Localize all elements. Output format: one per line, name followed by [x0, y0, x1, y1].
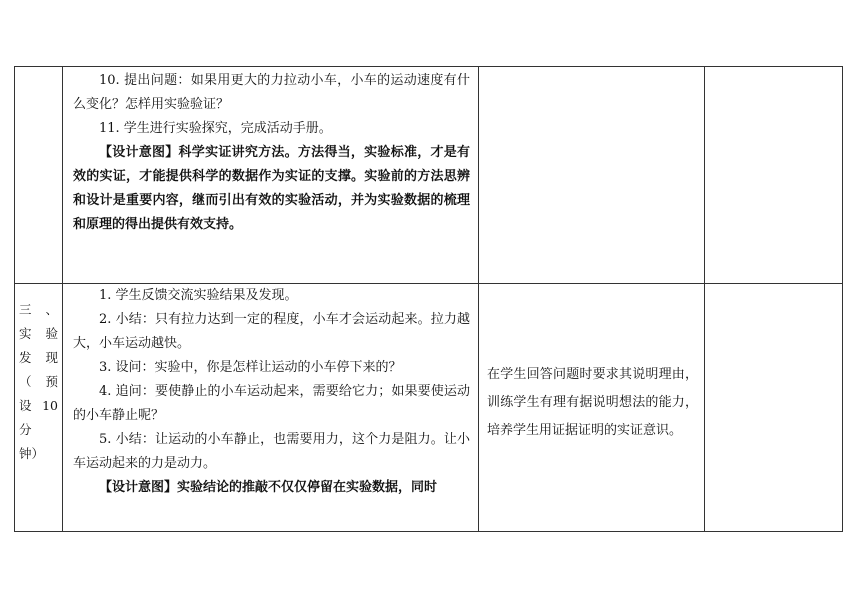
- stage-char: 预: [45, 374, 58, 389]
- activity-paragraph: 4. 追问：要使静止的小车运动起来，需要给它力；如果要使运动的小车静止呢？: [73, 384, 470, 423]
- stage-cell-empty: [15, 67, 63, 284]
- stage-char: 钟）: [19, 446, 45, 461]
- stage-char: 分: [19, 422, 32, 437]
- stage-char: （: [19, 374, 32, 389]
- lesson-plan-table: [14, 66, 843, 532]
- activity-paragraph: 3. 设问：实验中，你是怎样让运动的小车停下来的？: [99, 360, 402, 375]
- stage-char: 实: [19, 326, 32, 341]
- activity-cell: [63, 67, 479, 284]
- stage-char: 发: [19, 350, 32, 365]
- activity-paragraph: 11. 学生进行实验探究，完成活动手册。: [99, 121, 332, 136]
- activity-paragraph: 2. 小结：只有拉力达到一定的程度，小车才会运动起来。拉力越大，小车运动越快。: [73, 312, 470, 351]
- notes-cell-empty: [705, 67, 843, 284]
- purpose-cell: [479, 284, 705, 532]
- stage-cell: [15, 284, 63, 532]
- table-row: [15, 284, 843, 532]
- stage-char: 现: [45, 350, 58, 365]
- activity-paragraph: 10. 提出问题：如果用更大的力拉动小车，小车的运动速度有什么变化？怎样用实验验证？: [73, 73, 470, 112]
- stage-char: 10: [42, 398, 58, 413]
- purpose-text: 在学生回答问题时要求其说明理由，训练学生有理有据说明想法的能力，培养学生用证据证明的实证意识。: [487, 366, 698, 438]
- activity-paragraph: 5. 小结：让运动的小车静止，也需要用力，这个力是阻力。让小车运动起来的力是动力。: [73, 432, 470, 471]
- design-intent: 【设计意图】实验结论的推敲不仅仅停留在实验数据，同时: [99, 480, 438, 495]
- stage-char: 设: [19, 398, 32, 413]
- stage-char: 验: [45, 326, 58, 341]
- stage-char: 三: [19, 302, 32, 317]
- stage-char: 、: [45, 302, 58, 317]
- design-intent: 【设计意图】科学实证讲究方法。方法得当，实验标准，才是有效的实证，才能提供科学的数据作为实证的支撑。实验前的方法思辨和设计是重要内容，继而引出有效的实验活动，并为实验数据的梳理和原理的得出提供有效支持。: [73, 145, 470, 232]
- purpose-cell-empty: [479, 67, 705, 284]
- activity-paragraph: 1. 学生反馈交流实验结果及发现。: [99, 288, 298, 303]
- activity-cell: [63, 284, 479, 532]
- table-row: [15, 67, 843, 284]
- notes-cell-empty: [705, 284, 843, 532]
